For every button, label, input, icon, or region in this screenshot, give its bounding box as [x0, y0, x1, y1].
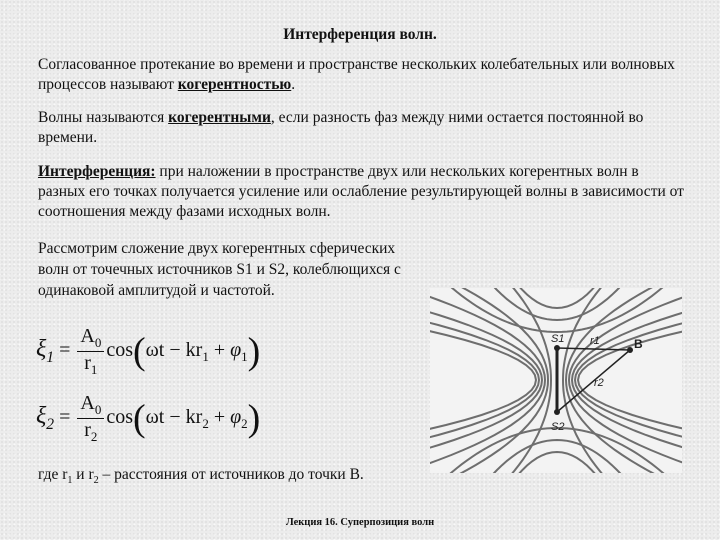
label-r2: r2 [594, 377, 604, 389]
paragraph-coherence-text-b: . [291, 76, 296, 93]
hyperbola-curve [572, 288, 682, 473]
formula-2-fraction: $\frac{A_0}{r_2}$ [77, 392, 104, 445]
label-s2: S2 [551, 421, 565, 433]
label-s1: S1 [551, 333, 565, 345]
paragraph-interference-text: при наложении в пространстве двух или нескольких когерентных волн в разных его точках получается усиление или ослабление результирующей волны в зависимости от соотношения между фазами исходных волн. [38, 163, 684, 220]
term-coherent: когерентными [168, 109, 271, 126]
interference-figure [430, 288, 682, 473]
footnote-distances: где $r_1$ и $r_2$ – расстояния от источников до точки B. [38, 466, 364, 487]
formula-xi-2: $\xi_2$ = $\frac{A_0}{r_2}$ $\cos(\omega t - kr_2 + \varphi_2)$ [36, 392, 261, 444]
paragraph-coherent-waves-text-b: , если разность фаз между ними остается постоянной во времени. [38, 109, 644, 146]
formula-1-eq: = [54, 339, 76, 362]
hyperbola-curve [430, 288, 539, 473]
term-interference: Интерференция: [38, 163, 156, 180]
formula-1-lhs: $\xi_1$ [36, 336, 55, 366]
formula-2-eq: = [54, 406, 76, 429]
formula-2-cos: cos [106, 406, 133, 429]
intro-paragraph: Рассмотрим сложение двух когерентных сферических волн от точечных источников S1 и S2, колеблющихся с одинаковой амплитудой и частотой. [38, 240, 401, 299]
formula-2-lhs: $\xi_2$ [36, 403, 55, 433]
hyperbola-curve [575, 288, 682, 473]
paragraph-coherent-waves-text-a: Волны называются [38, 109, 169, 126]
hyperbola-curve [569, 288, 682, 473]
hyperbola-curve [432, 452, 682, 473]
hyperbola-curve [432, 288, 682, 320]
term-coherence: когерентностью [177, 76, 292, 93]
formula-1-arg: $\omega t - kr_1 + \varphi_1$ [145, 339, 248, 365]
page-title: Интерференция волн. [283, 26, 437, 43]
hyperbola-curve [430, 288, 545, 473]
paragraph-interference [38, 162, 688, 222]
paragraph-coherence-text-a: Согласованное протекание во времени и пространстве нескольких колебательных или волновых процессов называют [38, 56, 675, 93]
formula-xi-1: $\xi_1$ = $\frac{A_0}{r_1}$ $\cos(\omega t - kr_1 + \varphi_1)$ [36, 325, 261, 377]
formula-1-cos: cos [106, 339, 133, 362]
hyperbola-curve [430, 288, 542, 473]
label-r1: r1 [590, 335, 600, 347]
paragraph-coherent-waves [38, 108, 688, 148]
paragraph-coherence [38, 55, 688, 95]
hyperbola-curve [430, 288, 536, 473]
label-b: B [634, 337, 643, 351]
interference-diagram [430, 288, 682, 473]
formula-2-arg: $\omega t - kr_2 + \varphi_2$ [145, 406, 248, 432]
formula-1-fraction: $\frac{A_0}{r_1}$ [77, 325, 104, 378]
footer-lecture: Лекция 16. Суперпозиция волн [285, 517, 435, 528]
